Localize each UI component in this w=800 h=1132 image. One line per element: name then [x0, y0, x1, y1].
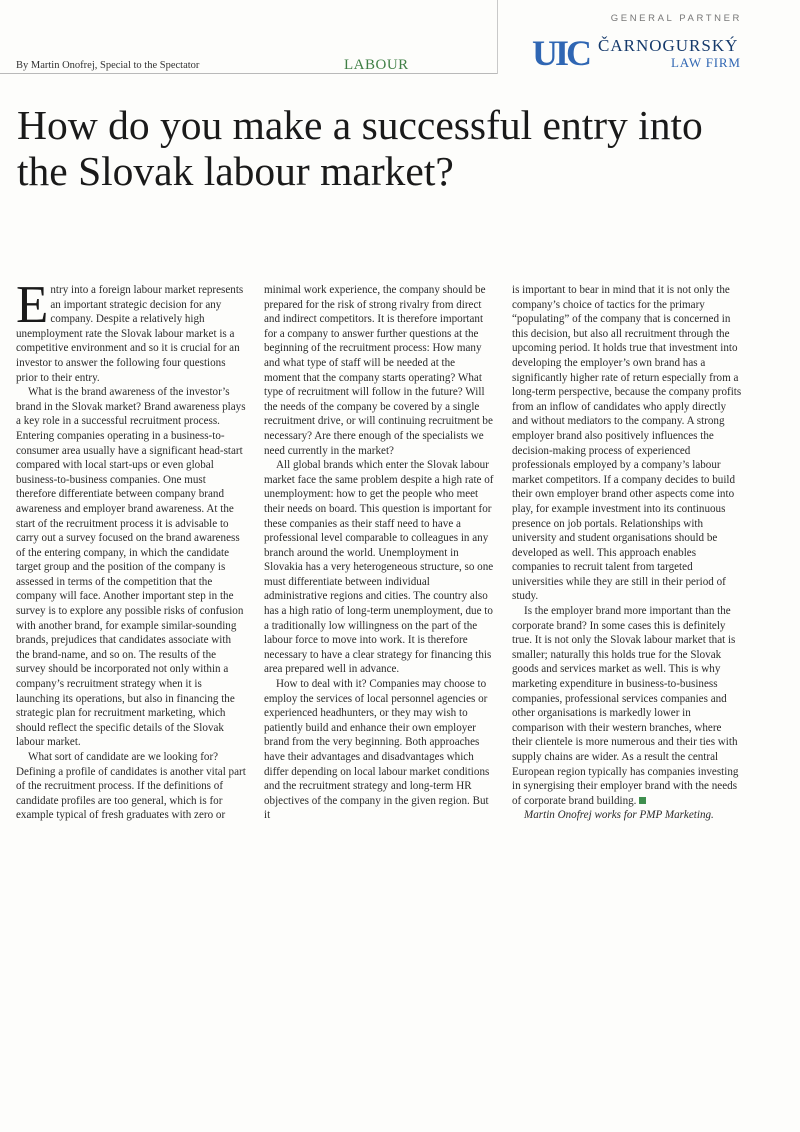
- paragraph: What is the brand awareness of the investor’s brand in the Slovak market? Brand awareness plays a key role in a successful recruitment process. Entering companies operating in a business-to-consumer area usually have a significant head-start compared with local start-ups or even global business-to-business companies. One must therefore differentiate between company brand awareness and employer brand awareness. At the start of the recruitment process it is advisable to carry out a survey focused on the brand awareness of the entering company, in which the candidate target group and the position of the company is assessed in terms of the competition that the company will face. Another important step in the survey is to explore any possible risks of confusion with another brand, for example similar-sounding brands, prejudices that candidates associate with the brand-name, and so on. The results of the survey should be incorporated not only within a company’s recruitment strategy when it is launching its operations, but also in financing the strategic plan for recruitment marketing, which should reflect the specific details of the Slovak labour market.: [16, 386, 246, 749]
- paragraph: How to deal with it? Companies may choose to employ the services of local personnel agencies or experienced headhunters, or they may wish to patiently build and enhance their own employer brand from the very beginning. Both approaches have their advantages and disadvantages which differ depending on local labour market conditions and the recruitment strategy and long-term HR objectives of the company in the given region. But it: [264, 678, 490, 822]
- logo-subtitle: LAW FIRM: [671, 55, 741, 70]
- paragraph: minimal work experience, the company should be prepared for the risk of strong rivalry from direct and indirect competitors. It is therefore important for a company to answer further questions at the beginning of the recruitment process: How many and what type of staff will be needed at the moment that the company starts operating? What type of recruitment will follow in the future? Will the needs of the company be covered by a single recruitment drive, or will continuing recruitment be necessary? Are there enough of the specialists we need currently in the market?: [264, 284, 493, 457]
- byline: By Martin Onofrej, Special to the Spectator: [16, 60, 200, 71]
- paragraph: What sort of candidate are we looking for? Defining a profile of candidates is another vital part of the recruitment process. If the definitions of candidate profiles are too general, which is for example typical of fresh graduates with zero or: [16, 751, 246, 822]
- paragraph: is important to bear in mind that it is not only the company’s choice of tactics for the primary “populating” of the company that is concerned in this decision, but also all recruitment through the upcoming period. It holds true that investment into developing the employer’s own brand has a significantly higher rate of return especially from a long-term perspective, because the company profits from an inflow of candidates who apply directly and without mediators to the company. A strong employer brand also positively influences the decision-making process of experienced professionals employed by a company’s labour market competitors. If a company decides to build their own employer brand other aspects come into play, for example investment into its continuous presence on job portals. Relationships with university and student organisations should be developed as well. This approach enables companies to recruit talent from targeted universities while they are still in their period of study.: [512, 284, 742, 603]
- article-title: How do you make a successful entry into the Slovak labour market?: [17, 102, 703, 194]
- header-rule: [0, 73, 497, 74]
- partner-logo: [532, 33, 762, 77]
- header-divider: [497, 0, 498, 74]
- logo-mark: UIC: [532, 33, 590, 73]
- article-column-2: [264, 283, 494, 823]
- paragraph: All global brands which enter the Slovak labour market face the same problem despite a high rate of unemployment: how to get the people who meet their needs on board. This question is important for these companies as their staff need to have a professional level comparable to colleagues in any branch around the world. Unemployment in Slovakia has a very heterogeneous structure, so one must differentiate between individual administrative regions and cities. The country also has a high ratio of long-term unemployment, due to a traditionally low willingness on the part of the labour force to move into work. It is therefore necessary to have a clear strategy for financing this area prepared well in advance.: [264, 459, 494, 676]
- article-column-3: [512, 283, 742, 823]
- paragraph: [16, 276, 246, 385]
- end-mark-icon: [639, 797, 646, 804]
- general-partner-label: GENERAL PARTNER: [610, 13, 742, 24]
- paragraph-text: Is the employer brand more important than the corporate brand? In some cases this is definitely true. It is not only the Slovak labour market that is smaller; naturally this holds true for the Slovak goods and services market as well. This is why marketing expenditure in business-to-business companies, professional services companies and other organisations is markedly lower in comparison with their western branches, where their clientele is more numerous and their ties with supply chains are wider. As a result the central European region typically has companies investing in synergising their employer brand with the needs of corporate brand building.: [512, 605, 739, 807]
- drop-cap: E: [16, 276, 49, 334]
- article-column-1: [16, 276, 246, 823]
- author-note: Martin Onofrej works for PMP Marketing.: [524, 809, 714, 822]
- section-label: LABOUR: [344, 57, 409, 73]
- logo-name: ČARNOGURSKÝ: [598, 36, 739, 55]
- paragraph-text: ntry into a foreign labour market represents an important strategic decision for any company. Despite a relatively high unemployment rate the Slovak labour market is a competitive environment and so it is crucial for an investor to answer the following four questions prior to their entry.: [16, 284, 244, 384]
- paragraph: [512, 604, 742, 808]
